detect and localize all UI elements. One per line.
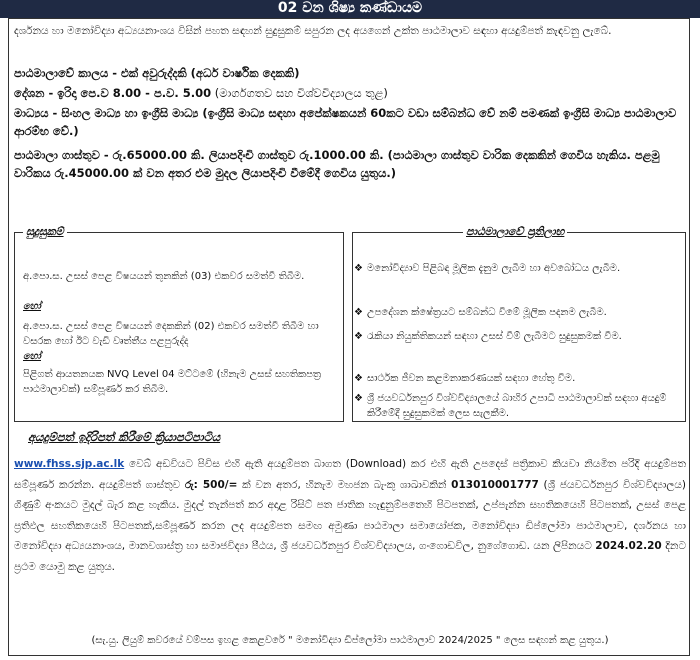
qualification-item: අ.පො.ස. උසස් පෙළ විෂයයන් තුනකින් (03) එකවර සමත්වී තිබීම. — [23, 271, 305, 282]
diamond-bullet-icon: ❖ — [354, 307, 363, 318]
procedure-p2: ක් වන අතර, හිනැම මහජන බැංකු ශාඛාවකින් — [237, 478, 452, 491]
procedure-title: අයදුම්පත් ඉදිරිපත් කිරීමේ ක්‍රියාපටිපාටිය — [28, 430, 221, 444]
qualifications-box — [14, 225, 344, 422]
fee-mid1: කි. ලියාපදිංචි ගාස්තුව රු. — [187, 148, 314, 162]
envelope-note: (සැ.යු. ලියුම් කවරයේ වම්පස ඉහළ කෙළවරේ " මනෝවිද්‍යා ඩිප්ලෝමා පාඨමාලාව 2024/2025 " ලෙස සඳහන් කළ යුතුය.) — [91, 635, 609, 646]
diamond-bullet-icon: ❖ — [354, 393, 363, 404]
fee-mid2: කි. (පාඨමාලා ගාස්තුව වාරික දෙකකින් ගෙවිය හැකිය. පළමු වාරිකය රු. — [14, 148, 660, 180]
course-fee: 65000.00 — [126, 148, 188, 162]
benefit-item — [354, 371, 681, 386]
diamond-bullet-icon: ❖ — [354, 331, 363, 342]
course-duration: පාඨමාලාවේ කාලය - එක් අවුරුද්දකි (අර්ධ වාර්ෂික දෙකකි) — [14, 66, 300, 80]
procedure-p1: වෙබ් අඩවියට පිවිස එහි ඇති අයදුම්පත බාගත (Download) කර එහි ඇති උපදෙස් පත්‍රිකාව කියවා නියමිත පරිදි අයදුම්පත සම්පූර්ණ කරන්න. අයදුම්පත් ගාස්තුව — [14, 458, 686, 491]
procedure-p3: (ශ්‍රී ජයවර්ධනපුර විශ්වවිද්‍යාලය) ගිණුම් අංකයට මුදල් බැර කළ හැකිය. මුදල් තැන්පත් කර අදාළ රිසිට් පත ජාතික හැඳුනුම්පතෙහි පිටපතක්, උප්පැන්න සහතිකයෙහි පිටපතක්, උසස් පෙළ ප්‍රතිඵල සහතිකයෙහි පිටපතක්,සම්පූර්ණ කරන ලද අයදුම්පත සමඟ අමුණා පාඨමාලා සමායෝජක, මනෝවිද්‍යා ඩිප්ලෝමා පාඨමාලාව, දර්ශනය හා මනෝවිද්‍යා අධ්‍යයනාංශය, මානවශාස්ත්‍ර හා සමාජවිද්‍යා පීඨය, ශ්‍රී ජයවර්ධනපුර විශ්වවිද්‍යාලය, ගංගොඩවිල, නුගේගොඩ. යන ලිපිනයට — [14, 478, 686, 552]
registration-fee: 1000.00 — [313, 148, 366, 162]
benefit-item — [354, 261, 681, 276]
benefits-title: පාඨමාලාවේ ප්‍රතිලාභ — [463, 225, 567, 239]
lecture-end: 5.00 — [182, 86, 212, 100]
benefit-text: උපදේශන ක්ෂේත්‍රයට සම්බන්ධ වීමේ මූලික පදනම ලැබීම. — [367, 307, 607, 318]
benefit-item — [354, 329, 681, 344]
qualifications-title: සුදුසුකම් — [23, 225, 67, 239]
benefit-item — [354, 305, 681, 320]
or-separator: හෝ — [23, 351, 41, 362]
lecture-start: 8.00 — [112, 86, 142, 100]
intro-text: දර්ශනය හා මනෝවිද්‍යා අධ්‍යයනාංශය විසින් පහත සඳහන් සුදුසුකම් සපුරන ලද අයගෙන් උක්ත පාඨමාලාව සඳහා අයදුම්පත් කැඳවනු ලැබේ. — [14, 25, 612, 37]
batch-banner: 02 වන ශිෂ්‍ය කණ්ඩායම — [0, 0, 700, 18]
medium: මාධ්‍යය - සිංහල මාධ්‍ය හා ඉංග්‍රීසි මාධ්‍ය (ඉංග්‍රීසි මාධ්‍ය සඳහා අපේක්ෂකයන් 60කට වඩා සම්බන්ධ වේ නම් පමණක් ඉංග්‍රීසි මාධ්‍ය පාඨමාලාව ආරම්භ වේ.) — [14, 106, 677, 138]
procedure-p4: දිනට ප්‍රථම යොමු කළ යුතුය. — [14, 540, 686, 573]
first-installment: 45000.00 — [68, 166, 129, 180]
benefit-text: ශ්‍රී ජයවර්ධනපුර විශ්වවිද්‍යාලයේ බාහිර උපාධි පාඨමාලාවක් සඳහා අයදුම් කිරීමේදී සුදුසුකමක් ලෙස සැලකීම. — [367, 393, 667, 419]
benefit-item — [354, 391, 681, 421]
fee-suffix: ක් වන අතර එම මුදල ලියාපදිංචි වීමේදී ගෙවිය යුතුය.) — [128, 166, 397, 180]
course-fees — [14, 146, 686, 182]
qualification-item: අ.පො.ස. උසස් පෙළ විෂයයන් දෙකකින් (02) එකවර සමත්වී තිබීම හා වසරක හෝ ඊට වැඩි වෘත්තීය පළපුරුද්ද — [23, 321, 319, 347]
lecture-mid: - ප.ව. — [141, 86, 183, 100]
lecture-times — [14, 84, 686, 102]
benefit-text: සාර්ථක ජීවන කළමනාකරණයක් සඳහා හේතු වීම. — [367, 373, 576, 384]
diamond-bullet-icon: ❖ — [354, 373, 363, 384]
deadline-date: 2024.02.20 — [595, 540, 662, 552]
application-fee: රු: 500/= — [184, 478, 238, 491]
website-link[interactable]: www.fhss.sjp.ac.lk — [14, 458, 125, 470]
benefits-box — [352, 225, 686, 422]
diamond-bullet-icon: ❖ — [354, 263, 363, 274]
fee-prefix: පාඨමාලා ගාස්තුව - රු. — [14, 148, 127, 162]
qualification-item: පිළිගත් ආයතනයක NVQ Level 04 මට්ටමේ (හිනැම උසස් සහතිකපත්‍ර පාඨමාලාවක්) සම්පූර්ණ කර තිබීම. — [23, 369, 322, 395]
lecture-prefix: දේශන - ඉරිදා පෙ.ව — [14, 86, 113, 100]
benefit-text: මනෝවිද්‍යාව පිළිබඳ මූලික දැනුම ලැබීම හා අවබෝධය ලැබීම. — [367, 263, 621, 274]
account-number: 013010001777 — [451, 478, 539, 491]
benefit-text: රැකියා නියුක්තිකයන් සඳහා උසස් වීම් ලැබීමට සුදුසුකමක් වීම. — [367, 331, 622, 342]
or-separator: හෝ — [23, 301, 41, 312]
procedure-text — [14, 454, 686, 577]
lecture-suffix: (මාර්ගගතව සහ විශ්වවිද්‍යාලය තුළ) — [211, 86, 388, 100]
